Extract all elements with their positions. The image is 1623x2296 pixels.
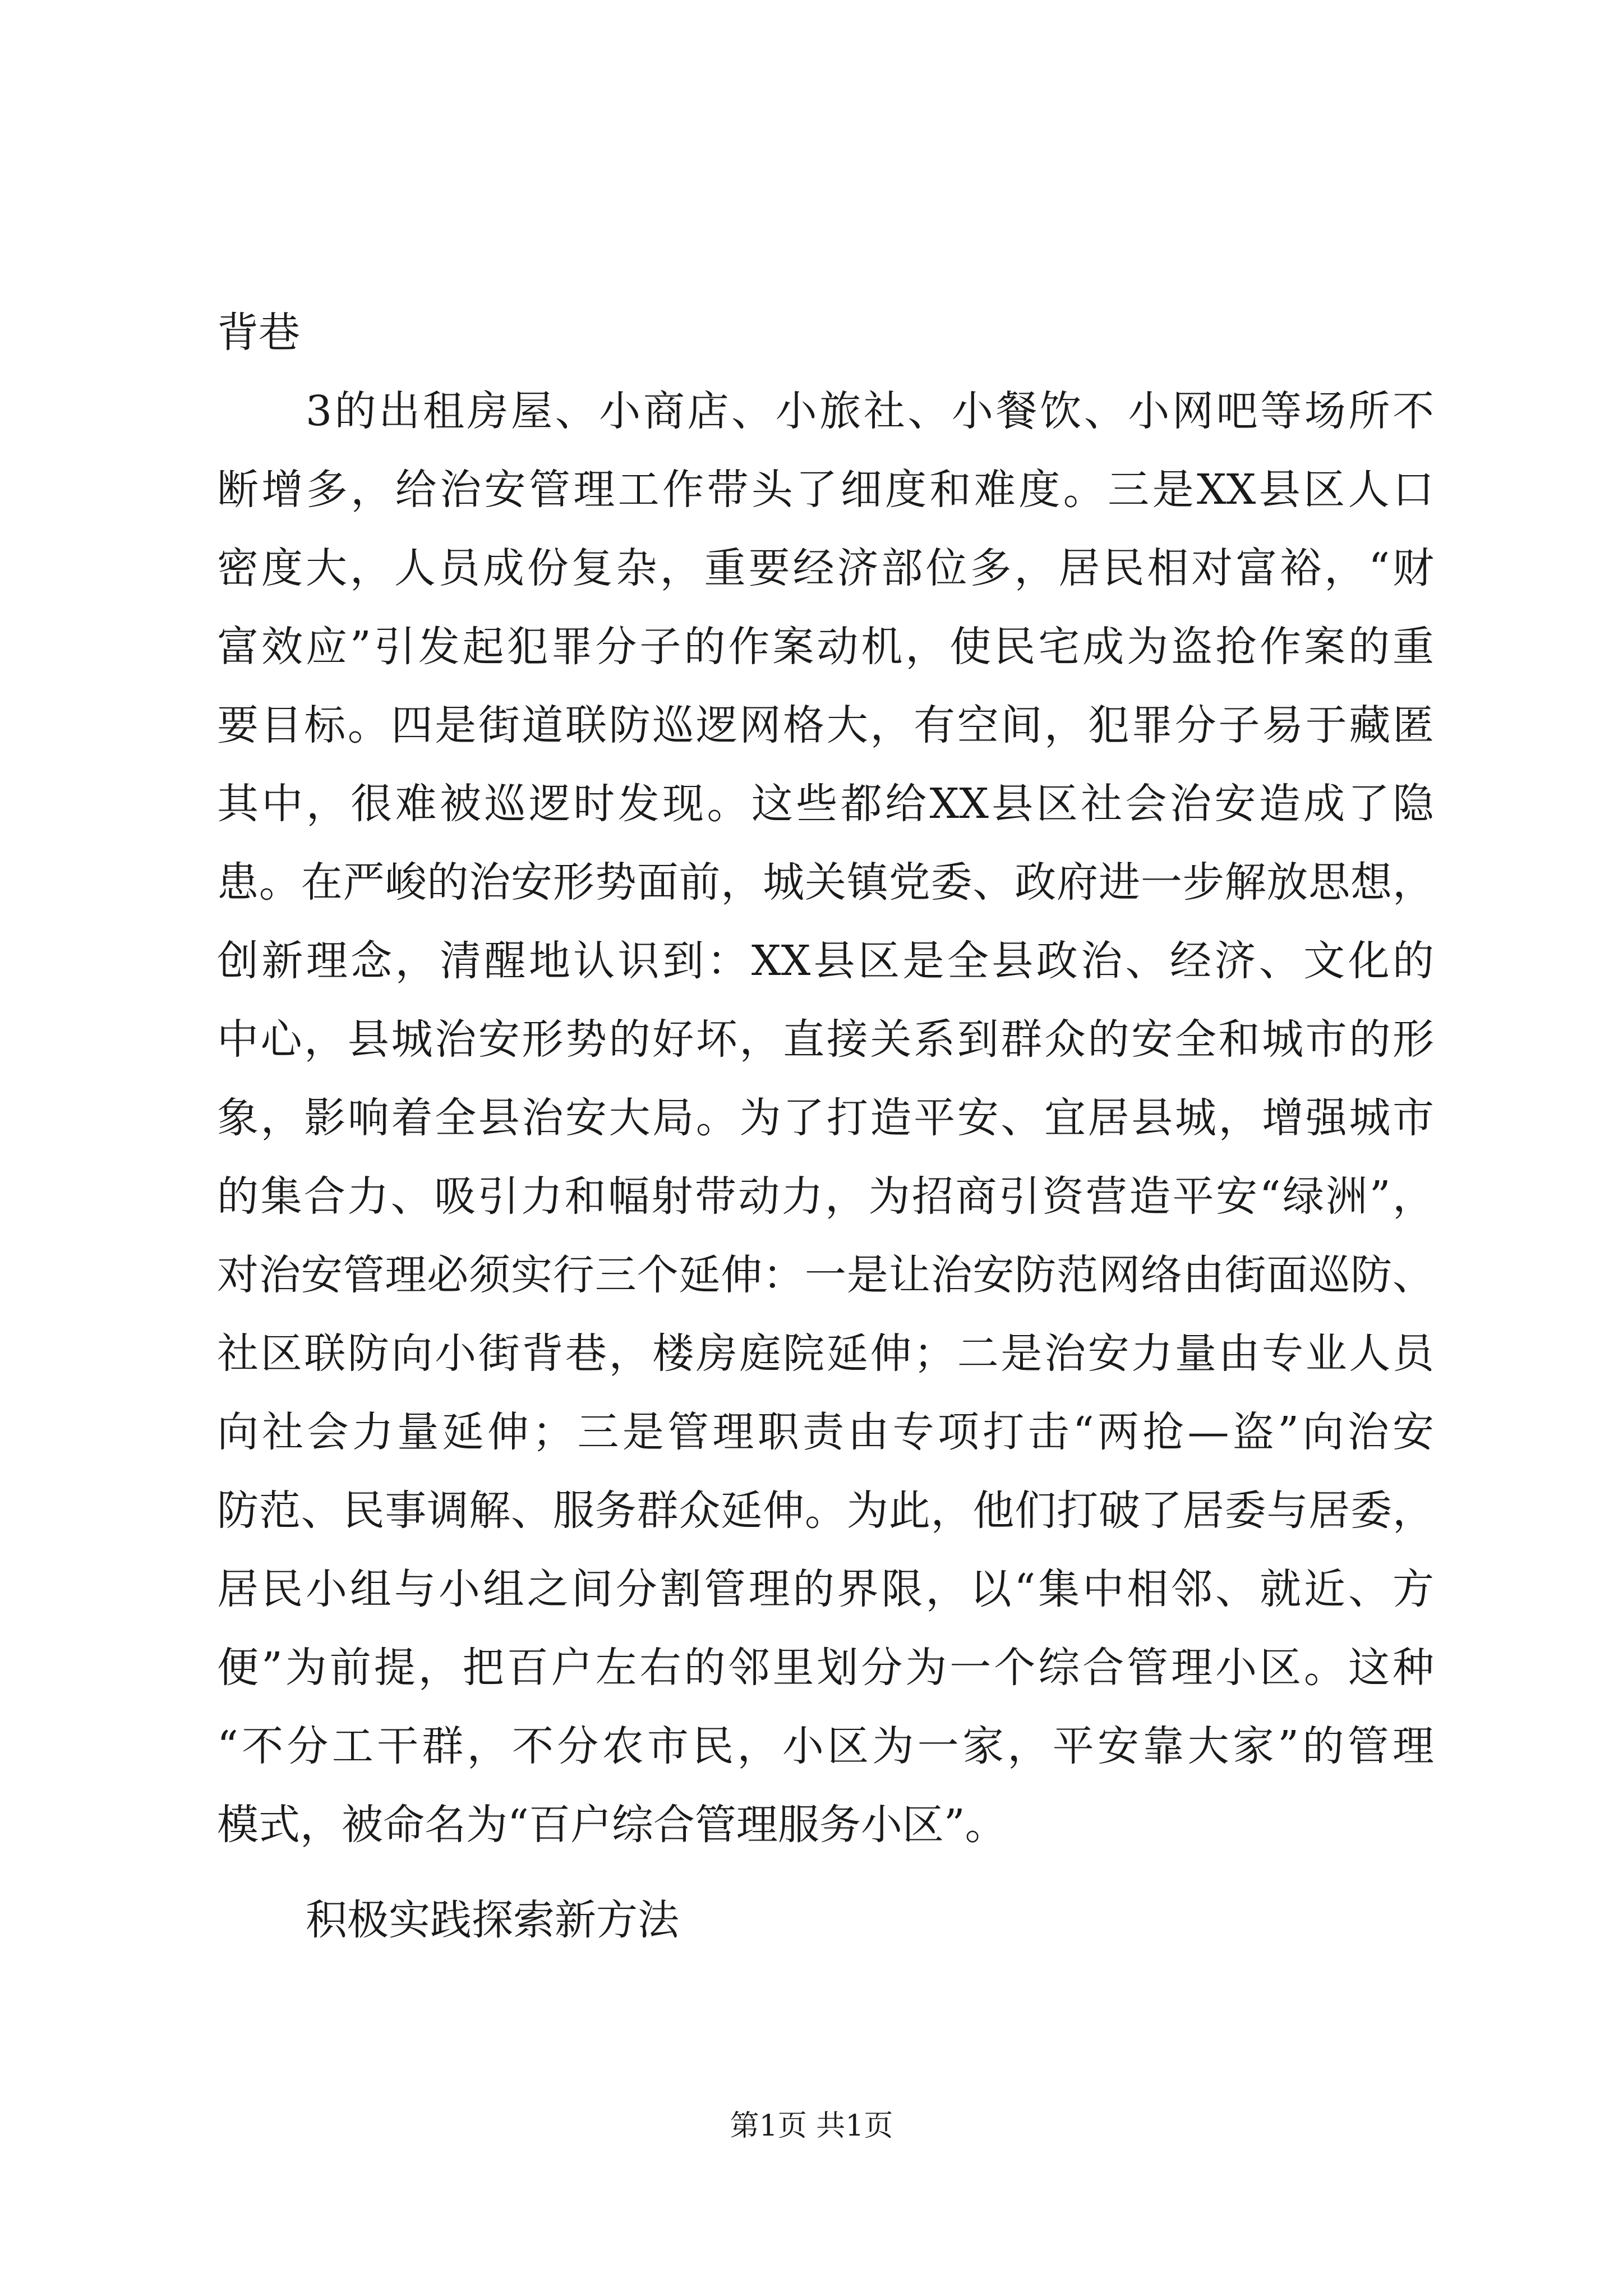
paragraph-line: 对治安管理必须实行三个延伸：一是让治安防范网络由街面巡防、 [217,1251,1434,1299]
paragraph-line: 便”为前提，把百户左右的邻里划分为一个综合管理小区。这种 [217,1644,1434,1692]
paragraph-line: 要目标。四是街道联防巡逻网格大，有空间，犯罪分子易于藏匿 [217,701,1434,749]
page-footer: 第1页 共1页 [730,2109,893,2143]
heading-fragment: 背巷 [217,309,300,357]
paragraph-line: 社区联防向小街背巷，楼房庭院延伸；二是治安力量由专业人员 [217,1329,1434,1378]
paragraph-line: 断增多，给治安管理工作带头了细度和难度。三是XX县区人口 [217,466,1434,514]
paragraph-line: 创新理念，清醒地认识到：XX县区是全县政治、经济、文化的 [217,937,1434,985]
paragraph-line: 防范、民事调解、服务群众延伸。为此，他们打破了居委与居委， [217,1487,1434,1535]
paragraph-line: 居民小组与小组之间分割管理的界限，以“集中相邻、就近、方 [217,1565,1434,1613]
section-heading: 积极实践探索新方法 [306,1896,679,1944]
paragraph-line: “不分工干群，不分农市民，小区为一家，平安靠大家”的管理 [217,1722,1434,1770]
paragraph-line: 模式，被命名为“百户综合管理服务小区”。 [217,1801,1007,1849]
paragraph-line: 患。在严峻的治安形势面前，城关镇党委、政府进一步解放思想， [217,858,1434,907]
paragraph-line: 向社会力量延伸；三是管理职责由专项打击“两抢—盗”向治安 [217,1408,1434,1456]
paragraph-line: 中心，县城治安形势的好坏，直接关系到群众的安全和城市的形 [217,1015,1434,1064]
paragraph-line: 其中，很难被巡逻时发现。这些都给XX县区社会治安造成了隐 [217,780,1434,828]
paragraph-line: 富效应”引发起犯罪分子的作案动机，使民宅成为盗抢作案的重 [217,623,1434,671]
paragraph-line: 3的出租房屋、小商店、小旅社、小餐饮、小网吧等场所不 [306,387,1434,435]
paragraph-line: 象，影响着全县治安大局。为了打造平安、宜居县城，增强城市 [217,1094,1434,1142]
paragraph-line: 的集合力、吸引力和幅射带动力，为招商引资营造平安“绿洲”， [217,1172,1434,1221]
paragraph-line: 密度大，人员成份复杂，重要经济部位多，居民相对富裕，“财 [217,544,1434,592]
